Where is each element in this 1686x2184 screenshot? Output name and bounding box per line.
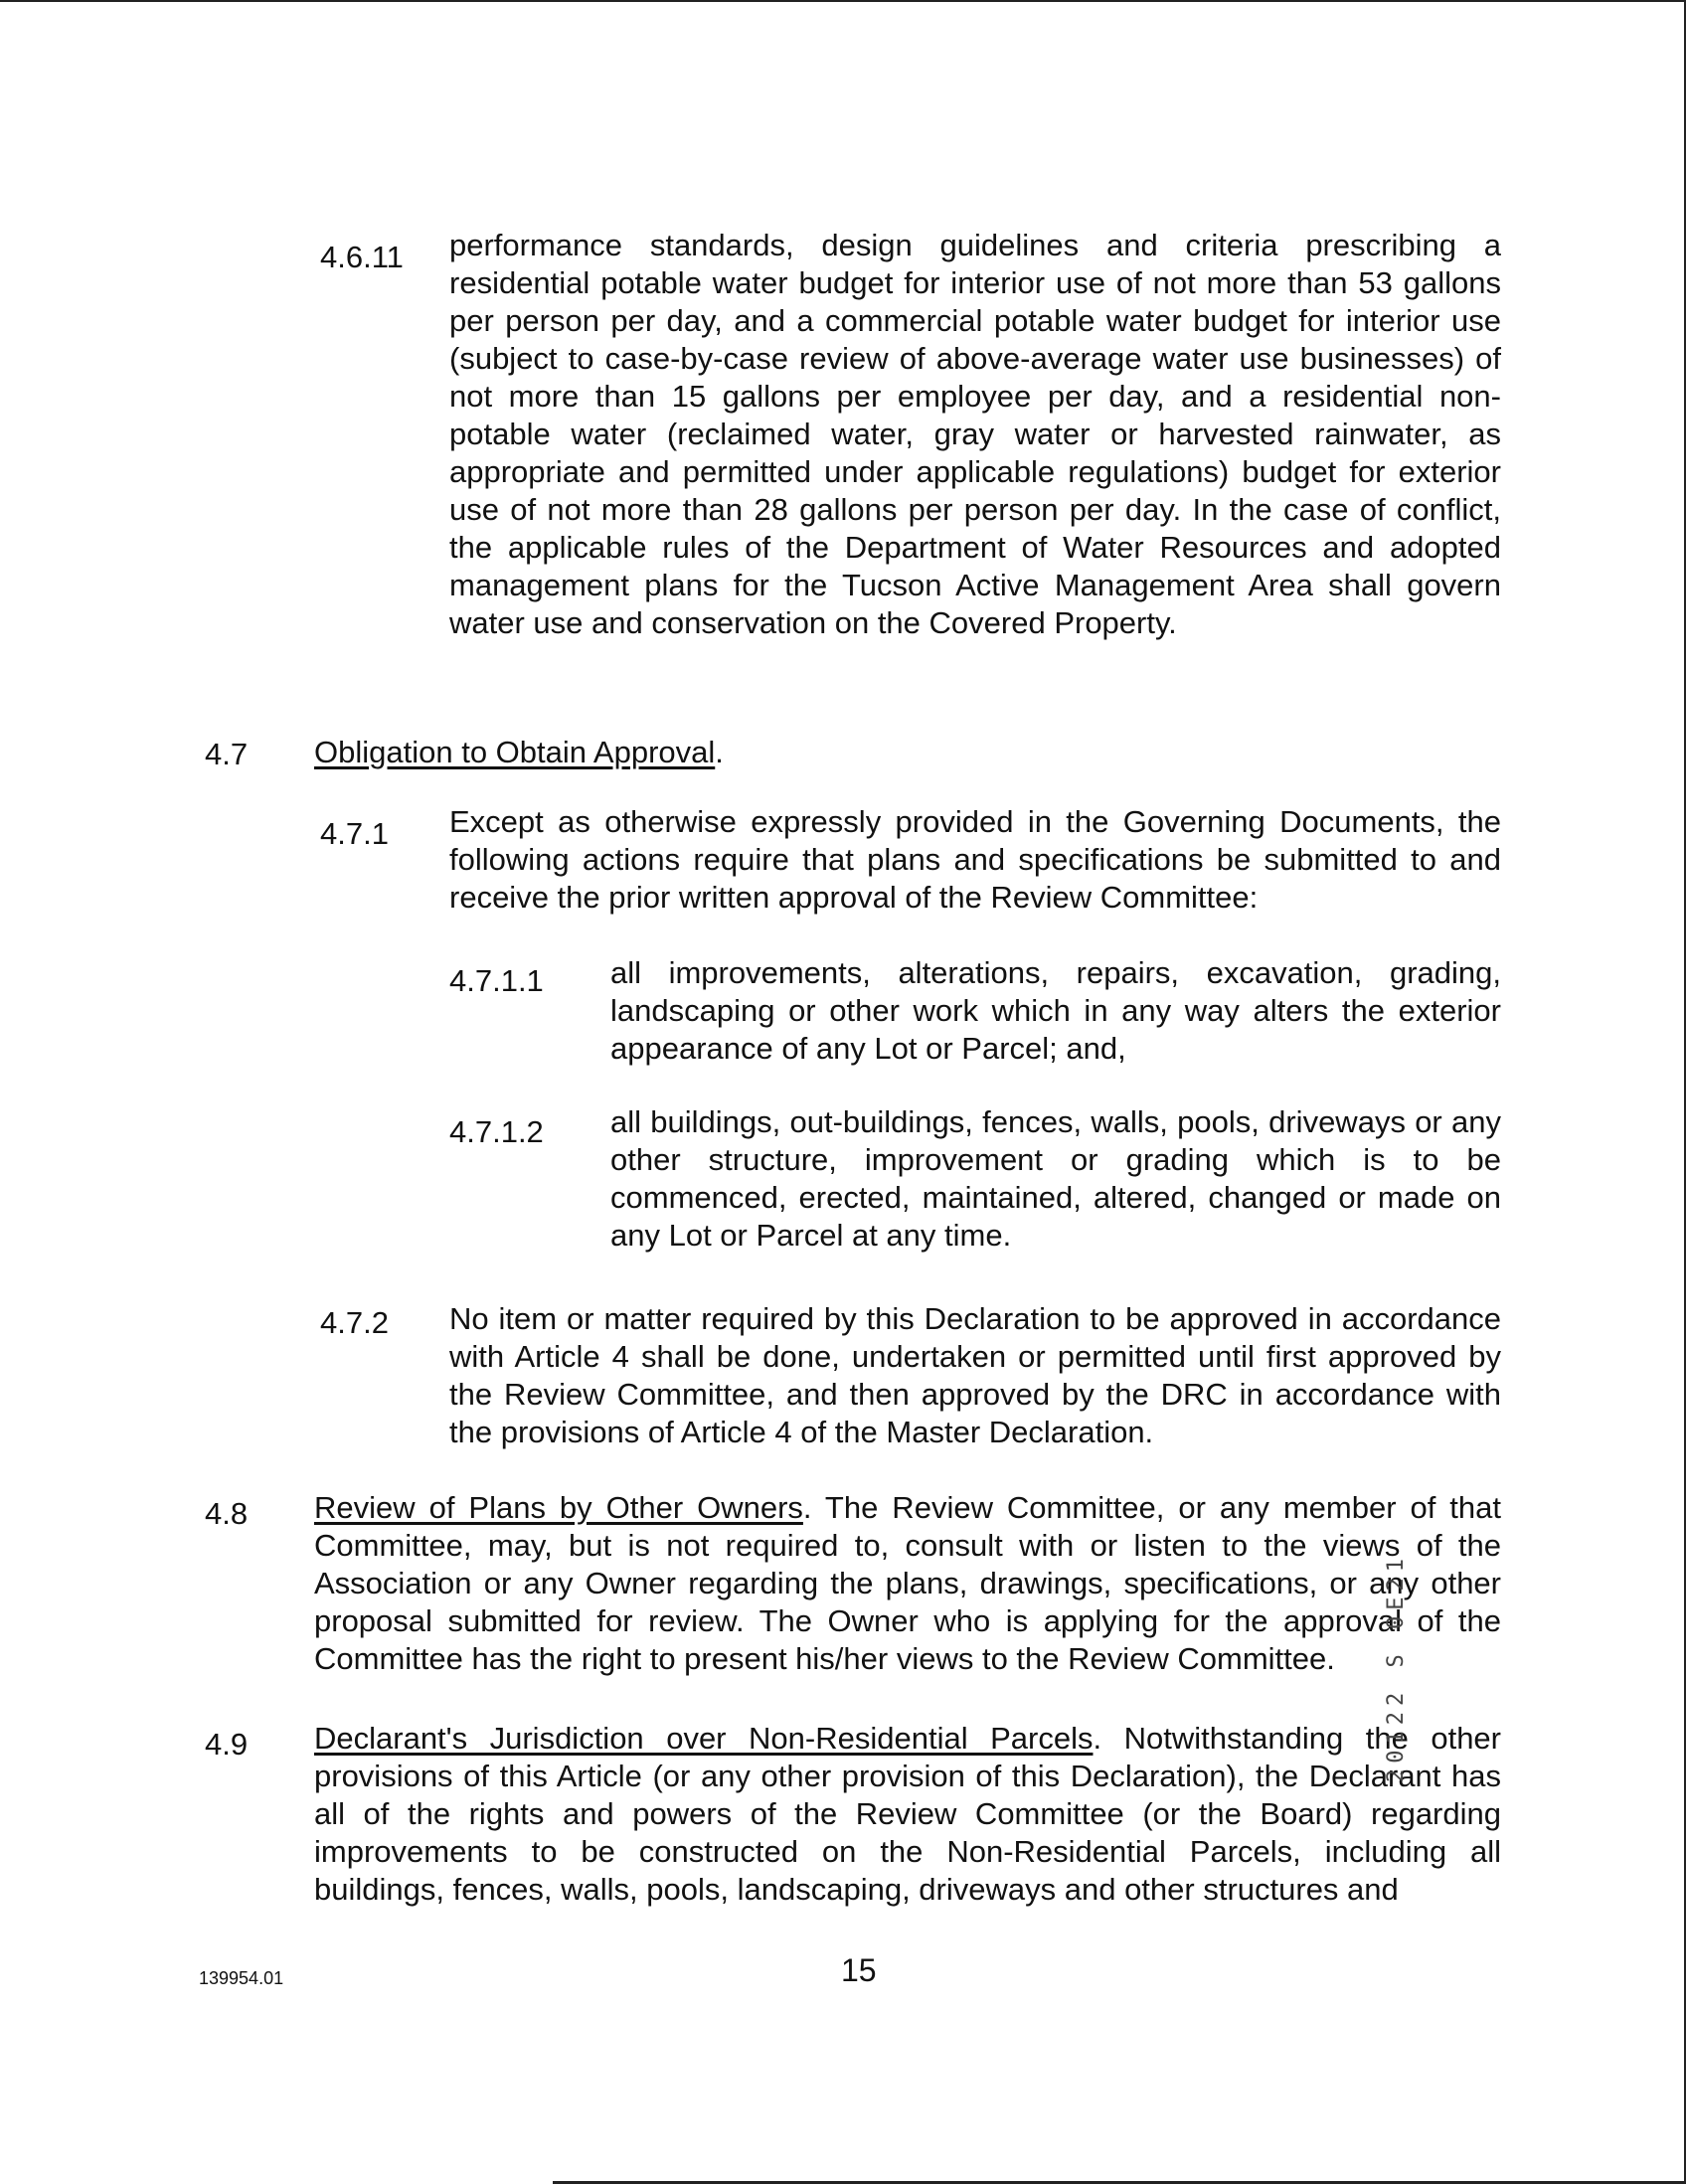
section-4-7-1-2-text: all buildings, out-buildings, fences, walls, pools, driveways or any other structure, improvement or grading which is to be commenced, erected, maintained, altered, changed or made on any Lot or Parcel at any time. bbox=[610, 1104, 1501, 1253]
section-number: 4.9 bbox=[205, 1727, 249, 1762]
section-number: 4.7.2 bbox=[320, 1305, 389, 1340]
section-4-8-text bbox=[314, 1489, 1501, 1678]
section-4-9-text bbox=[314, 1720, 1501, 1909]
heading-period: . bbox=[715, 735, 724, 769]
section-number: 4.7 bbox=[205, 737, 249, 771]
section-number: 4.8 bbox=[205, 1496, 249, 1531]
section-heading: Obligation to Obtain Approval bbox=[314, 735, 716, 769]
section-body: . Notwithstanding the other provisions of this Article (or any other provision of this Declaration), the Declarant has all of the rights and powers of the Review Committee (or the Board) regarding improvements to be constructed on the Non-Residential Parcels, including all buildings, fences, walls, pools, landscaping, driveways and other structures and bbox=[314, 1721, 1501, 1907]
section-number: 4.6.11 bbox=[320, 240, 404, 274]
document-id: 139954.01 bbox=[199, 1968, 284, 1988]
section-body: . The Review Committee, or any member of that Committee, may, but is not required to, consult with or listen to the views of the Association or any Owner regarding the plans, drawings, specifications, or any other proposal submitted for review. The Owner who is applying for the approval of the Committee has the right to present his/her views to the Review Committee. bbox=[314, 1490, 1501, 1676]
section-number: 4.7.1.2 bbox=[449, 1114, 544, 1149]
section-number: 4.7.1 bbox=[320, 816, 389, 851]
section-4-7-1-text: Except as otherwise expressly provided in the Governing Documents, the following actions require that plans and specifications be submitted to and receive the prior written approval of the Review Committee: bbox=[449, 804, 1501, 915]
section-4-6-11-text: performance standards, design guidelines and criteria prescribing a residential potable water budget for interior use of not more than 53 gallons per person per day, and a commercial potable water budget for interior use (subject to case-by-case review of above-average water use businesses) of not more than 15 gallons per employee per day, and a residential non-potable water (reclaimed water, gray water or harvested rainwater, as appropriate and permitted under applicable regulations) budget for exterior use of not more than 28 gallons per person per day. In the case of conflict, the applicable rules of the Department of Water Resources and adopted management plans for the Tucson Active Management Area shall govern water use and conservation on the Covered Property. bbox=[449, 228, 1501, 640]
section-heading: Declarant's Jurisdiction over Non-Residential Parcels bbox=[314, 1721, 1094, 1756]
section-number: 4.7.1.1 bbox=[449, 963, 544, 998]
section-heading: Review of Plans by Other Owners bbox=[314, 1490, 803, 1525]
section-4-7-2-text: No item or matter required by this Declaration to be approved in accordance with Article 4 shall be done, undertaken or permitted until first approved by the Review Committee, and then approved by the DRC in accordance with the provisions of Article 4 of the Master Declaration. bbox=[449, 1301, 1501, 1449]
page-number: 15 bbox=[841, 1952, 877, 1988]
margin-recording-stamp: 20122 S 0E21 bbox=[1384, 1553, 1409, 1782]
section-4-7-heading bbox=[314, 734, 1209, 771]
section-4-7-1-1-text: all improvements, alterations, repairs, excavation, grading, landscaping or other work which in any way alters the exterior appearance of any Lot or Parcel; and, bbox=[610, 955, 1501, 1066]
